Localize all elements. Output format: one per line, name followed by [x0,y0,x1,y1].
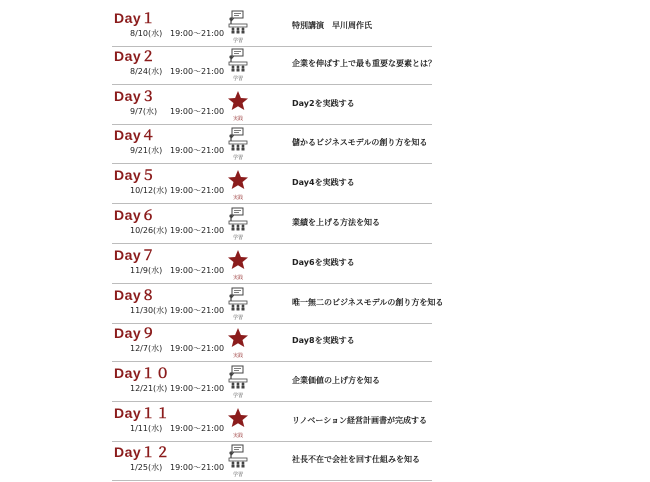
schedule-row [112,125,432,164]
session-time: 19:00～21:00 [170,29,225,38]
schedule-row [112,245,432,284]
session-topic: 社長不在で会社を回す仕組みを知る [292,455,420,464]
day-label: Day１０ [114,365,171,381]
session-type-caption: 学習 [232,38,243,44]
schedule-row [112,442,432,481]
session-type-caption: 学習 [232,76,243,82]
session-topic: 企業を伸ばす上で最も重要な要素とは？ [292,59,436,68]
lecture-icon [227,365,249,397]
star-icon [227,247,249,279]
session-date: 12/21(水) [130,384,168,393]
session-type-caption: 実践 [232,353,243,359]
star-icon [227,325,249,357]
session-topic: リノベーション経営計画書が完成する [292,416,428,425]
day-label: Day８ [114,287,156,303]
session-time: 19:00～21:00 [170,266,225,275]
day-label: Day１１ [114,405,171,421]
session-date: 11/9(水) [130,266,163,275]
schedule-row [112,285,444,324]
session-topic: 業績を上げる方法を知る [292,218,380,227]
session-date: 8/10(水) [130,29,163,38]
session-time: 19:00～21:00 [170,186,225,195]
session-date: 10/12(水) [130,186,168,195]
schedule-row [112,8,432,47]
session-date: 9/7(水) [130,107,158,116]
day-label: Day６ [114,207,156,223]
schedule-row [112,363,432,402]
session-type-caption: 実践 [232,275,243,281]
session-time: 19:00～21:00 [170,107,225,116]
session-topic: 特別講演 早川周作氏 [292,21,372,30]
lecture-icon [227,10,249,42]
star-icon [227,167,249,199]
session-type-caption: 学習 [232,315,243,321]
schedule-row [112,403,432,442]
session-date: 1/25(水) [130,463,163,472]
session-type-caption: 学習 [232,393,243,399]
lecture-icon [227,444,249,476]
session-time: 19:00～21:00 [170,344,225,353]
schedule-row [112,46,436,85]
day-label: Day１ [114,10,156,26]
day-label: Day４ [114,127,156,143]
session-topic: Day4を実践する [292,178,355,187]
lecture-icon [227,48,249,80]
day-label: Day５ [114,167,156,183]
session-type-caption: 学習 [232,472,243,478]
schedule-row [112,165,432,204]
session-type-caption: 学習 [232,235,243,241]
session-time: 19:00～21:00 [170,67,225,76]
session-topic: 唯一無二のビジネスモデルの創り方を知る [292,298,444,307]
session-time: 19:00～21:00 [170,463,225,472]
session-date: 1/11(水) [130,424,163,433]
schedule-row [112,86,432,125]
star-icon [227,405,249,437]
lecture-icon [227,287,249,319]
star-icon [227,88,249,120]
session-time: 19:00～21:00 [170,146,225,155]
session-time: 19:00～21:00 [170,226,225,235]
session-date: 8/24(水) [130,67,163,76]
session-date: 11/30(水) [130,306,168,315]
session-date: 10/26(水) [130,226,168,235]
session-type-caption: 実践 [232,116,243,122]
lecture-icon [227,207,249,239]
day-label: Day３ [114,88,156,104]
session-time: 19:00～21:00 [170,306,225,315]
schedule-row [112,323,432,362]
session-type-caption: 実践 [232,433,243,439]
session-time: 19:00～21:00 [170,384,225,393]
session-date: 9/21(水) [130,146,163,155]
session-topic: Day6を実践する [292,258,355,267]
session-topic: Day2を実践する [292,99,355,108]
session-time: 19:00～21:00 [170,424,225,433]
session-topic: 企業価値の上げ方を知る [292,376,380,385]
schedule-row [112,205,432,244]
session-topic: 儲かるビジネスモデルの創り方を知る [292,138,428,147]
day-label: Day１２ [114,444,171,460]
session-type-caption: 学習 [232,155,243,161]
day-label: Day２ [114,48,156,64]
day-label: Day９ [114,325,156,341]
day-label: Day７ [114,247,156,263]
session-topic: Day8を実践する [292,336,355,345]
session-type-caption: 実践 [232,195,243,201]
lecture-icon [227,127,249,159]
session-date: 12/7(水) [130,344,163,353]
